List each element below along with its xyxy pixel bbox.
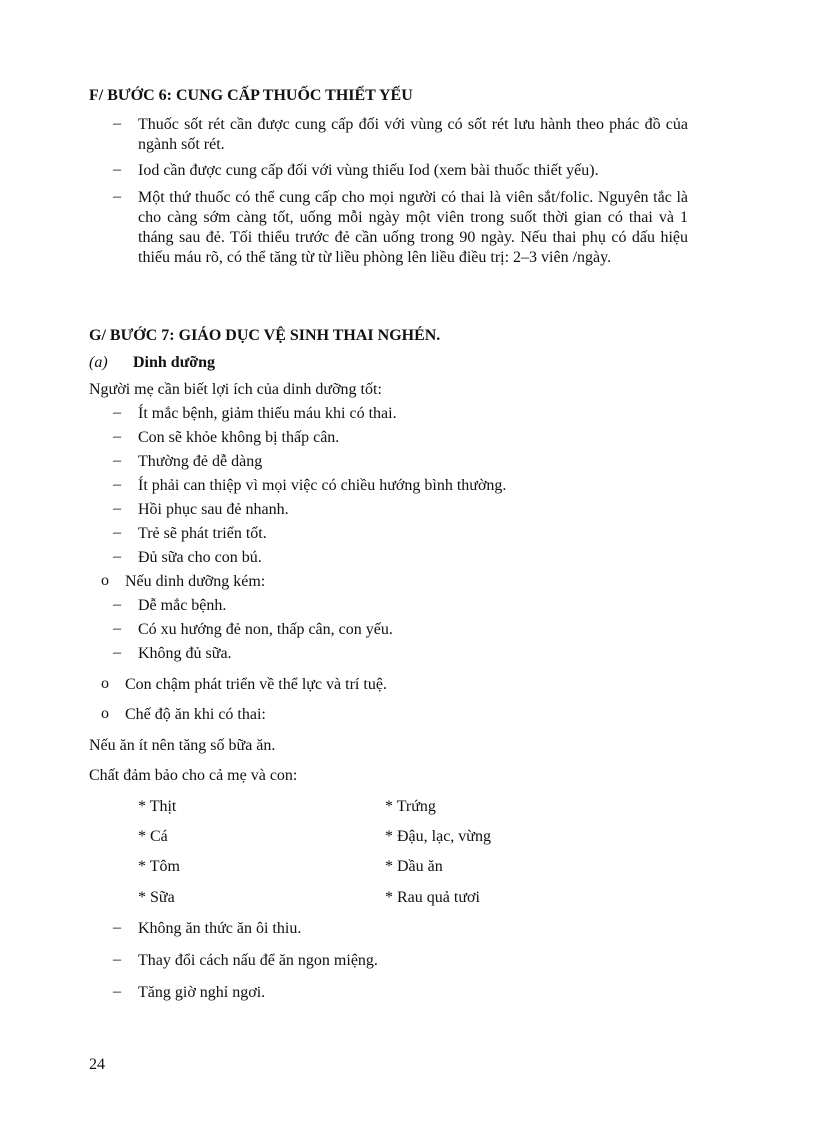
dash-marker: –: [113, 983, 121, 1000]
final-item: Không ăn thức ăn ôi thiu.: [138, 920, 302, 937]
poor-nutrition-label: Nếu dinh dưỡng kém:: [125, 573, 266, 590]
benefit-item: Đủ sữa cho con bú.: [138, 549, 262, 566]
section-f-item-2: Iod cần được cung cấp đối với vùng thiếu Iod (xem bài thuốc thiết yếu).: [138, 162, 599, 179]
dash-marker: –: [113, 404, 121, 421]
section-f-item-1: Thuốc sốt rét cần được cung cấp đối với vùng có sốt rét lưu hành theo phác đồ của ngành sốt rét.: [138, 116, 688, 153]
dash-marker: –: [113, 115, 121, 132]
page-number: 24: [89, 1056, 105, 1073]
benefit-item: Ít mắc bệnh, giảm thiếu máu khi có thai.: [138, 405, 397, 422]
food-right: * Rau quả tươi: [385, 889, 480, 906]
child-slow-text: Con chậm phát triển về thể lực và trí tuệ.: [125, 676, 387, 693]
benefit-item: Ít phải can thiệp vì mọi việc có chiều hướng bình thường.: [138, 477, 507, 494]
eat-little-text: Nếu ăn ít nên tăng số bữa ăn.: [89, 737, 276, 754]
dash-marker: –: [113, 548, 121, 565]
food-left: * Thịt: [138, 798, 177, 815]
poor-item: Không đủ sữa.: [138, 645, 232, 662]
benefit-item: Con sẽ khỏe không bị thấp cân.: [138, 429, 340, 446]
dash-marker: –: [113, 452, 121, 469]
dash-marker: –: [113, 428, 121, 445]
section-f-heading: F/ BƯỚC 6: CUNG CẤP THUỐC THIẾT YẾU: [89, 87, 413, 104]
circle-bullet-marker: o: [101, 572, 109, 589]
diet-title: Chế độ ăn khi có thai:: [125, 706, 266, 723]
dash-marker: –: [113, 644, 121, 661]
dash-marker: –: [113, 951, 121, 968]
sub-label: (a): [89, 354, 108, 371]
dash-marker: –: [113, 620, 121, 637]
protein-text: Chất đảm bảo cho cả mẹ và con:: [89, 767, 298, 784]
dash-marker: –: [113, 188, 121, 205]
dash-marker: –: [113, 476, 121, 493]
food-left: * Cá: [138, 828, 168, 845]
food-left: * Tôm: [138, 858, 180, 875]
food-left: * Sữa: [138, 889, 175, 906]
circle-bullet-marker: o: [101, 705, 109, 722]
benefit-item: Hồi phục sau đẻ nhanh.: [138, 501, 289, 518]
section-g-heading: G/ BƯỚC 7: GIÁO DỤC VỆ SINH THAI NGHÉN.: [89, 327, 441, 344]
food-right: * Đậu, lạc, vừng: [385, 828, 491, 845]
dash-marker: –: [113, 919, 121, 936]
dash-marker: –: [113, 596, 121, 613]
poor-item: Có xu hướng đẻ non, thấp cân, con yếu.: [138, 621, 393, 638]
circle-bullet-marker: o: [101, 675, 109, 692]
intro-text: Người mẹ cần biết lợi ích của dinh dưỡng tốt:: [89, 381, 382, 398]
benefit-item: Thường đẻ dễ dàng: [138, 453, 263, 470]
final-item: Tăng giờ nghỉ ngơi.: [138, 984, 266, 1001]
dash-marker: –: [113, 500, 121, 517]
dash-marker: –: [113, 161, 121, 178]
section-f-item-3: Một thứ thuốc có thể cung cấp cho mọi người có thai là viên sắt/folic. Nguyên tắc là cho càng sớm càng tốt, uống mỗi ngày một viên trong suốt thời gian có thai và 1 tháng sau đẻ. Tối thiểu trước đẻ cần uống trong 90 ngày. Nếu thai phụ có dấu hiệu thiếu máu rõ, có thể tăng từ từ liều phòng lên liều điều trị: 2–3 viên /ngày.: [138, 189, 688, 266]
sub-title: Dinh dưỡng: [133, 354, 216, 371]
benefit-item: Trẻ sẽ phát triển tốt.: [138, 525, 267, 542]
food-right: * Dầu ăn: [385, 858, 443, 875]
food-right: * Trứng: [385, 798, 436, 815]
dash-marker: –: [113, 524, 121, 541]
poor-item: Dễ mắc bệnh.: [138, 597, 227, 614]
final-item: Thay đổi cách nấu để ăn ngon miệng.: [138, 952, 378, 969]
